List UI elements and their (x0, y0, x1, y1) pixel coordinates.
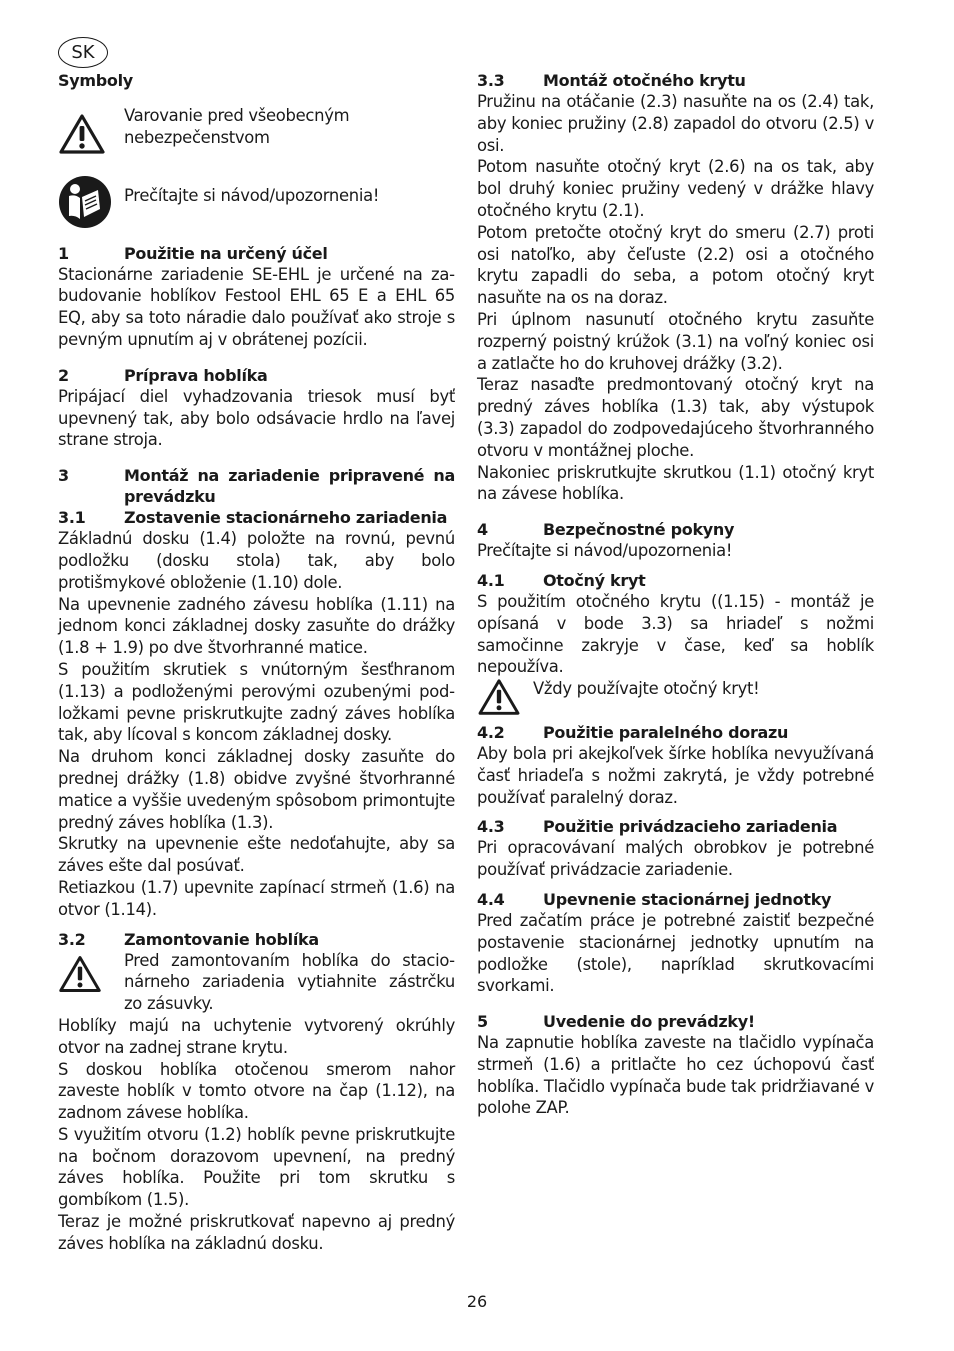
section-4-text: Prečítajte si návod/upozornenia! (477, 541, 733, 561)
section-3-3-paragraph: Pri úplnom nasunutí otočného krytu zasuňte rozperný poistný krúžok (3.1) na voľný koniec osi a zatlačte ho do kruhovej drážky (3.2). (477, 309, 874, 373)
section-3-heading (58, 465, 455, 507)
section-title: Použitie privádzacieho zariadenia (543, 817, 838, 837)
section-3-2-paragraph: S doskou hoblíka otočenou smerom nahor zaveste hoblík v tomto otvore na čap (1.12), na zadnom závese hoblíka. (58, 1059, 455, 1123)
language-code: SK (71, 42, 95, 63)
section-3-3-paragraph: Potom nasuňte otočný kryt (2.6) na os tak, aby bol druhý koniec pružiny vedený v drážke hlavy otočného krytu (2.1). (477, 157, 874, 220)
symbol-warning-text: Varovanie pred všeobecným nebezpečenstvom (124, 106, 350, 147)
symbol-read-text: Prečítajte si návod/upozornenia! (124, 185, 380, 205)
page-number: 26 (466, 1292, 488, 1311)
section-4-1-heading (477, 570, 874, 591)
section-number: 3.3 (477, 71, 505, 90)
section-title: Montáž otočného krytu (543, 71, 746, 90)
section-3-2-paragraph: Teraz je možné priskrutkovať napevno aj predný záves hoblíka na základnú dosku. (58, 1212, 455, 1253)
section-number: 1 (58, 243, 69, 263)
section-2-text: Pripájací diel vyhadzovania triesok musí byť upevnený tak, aby bolo odsávacie hrdlo na ľavej strane stroja. (58, 386, 455, 450)
section-3-1-heading (58, 507, 455, 528)
section-2-heading (58, 365, 455, 386)
section-3-2-paragraph: S využitím otvoru (1.2) hoblík pevne priskrutkujte na bočnom dorazovom upevnení, na predný záves hoblíka. Použite pri tom skrutku s gombíkom (1.5). (58, 1124, 455, 1210)
left-column (58, 70, 455, 1255)
section-3-1-paragraph: S použitím skrutiek s vnútorným šesťhranom (1.13) a podloženými perovými ozubenými podložkami pevne priskrutkujte zadný záves hoblíka tak, aby lícoval s koncom základnej dosky. (58, 659, 455, 745)
section-title: Otočný kryt (543, 570, 646, 590)
section-3-1-paragraph: Základnú dosku (1.4) položte na rovnú, pevnú podložku (dosku stola) tak, aby bolo protišmykové obloženie (1.10) dole. (58, 529, 455, 592)
section-4-3-heading (477, 816, 874, 837)
section-number: 4.2 (477, 722, 505, 742)
section-3-2-warning-text: Pred zamontovaním hoblíka do stacionárneho zariadenia vytiahnite zástrčku zo zásuvky. (124, 950, 455, 1014)
section-4-1-warning-text: Vždy používajte otočný kryt! (533, 679, 760, 699)
symbols-heading (58, 70, 455, 91)
section-4-1-warning (477, 678, 874, 722)
section-4-2-heading (477, 722, 874, 743)
warning-triangle-icon (58, 113, 124, 161)
read-manual-icon (58, 175, 124, 235)
section-number: 3 (58, 466, 69, 486)
section-title: Upevnenie stacionárnej jednotky (543, 889, 832, 909)
section-number: 4.4 (477, 889, 505, 909)
section-number: 4.1 (477, 570, 505, 590)
language-badge (58, 37, 108, 68)
symbols-title: Symboly (58, 71, 133, 90)
section-title: Príprava hoblíka (124, 365, 268, 385)
section-title: Použitie na určený účel (124, 243, 328, 263)
section-title: Použitie paralelného dorazu (543, 722, 789, 742)
section-title: Bezpečnostné pokyny (543, 520, 735, 540)
section-5-heading (477, 1011, 874, 1032)
warning-triangle-icon (477, 678, 533, 722)
section-3-3-paragraph: Nakoniec priskrutkujte skrutkou (1.1) otočný kryt na závese hoblíka. (477, 462, 874, 504)
right-column (477, 70, 874, 1119)
section-3-1-paragraph: Skrutky na upevnenie ešte nedoťahujte, aby sa záves ešte dal posúvať. (58, 834, 455, 876)
section-1-heading (58, 243, 455, 264)
section-5-text: Na zapnutie hoblíka zaveste na tlačidlo vypínača strmeň (1.6) a pritlačte ho cez úchopovú časť hoblíka. Tlačidlo vypínača bude tak pridržiavané v polohe ZAP. (477, 1033, 874, 1118)
section-number: 3.1 (58, 508, 86, 528)
section-title: Zostavenie stacionárneho zariadenia (124, 508, 448, 528)
section-3-3-paragraph: Potom pretočte otočný kryt do smeru (2.7) proti osi natoľko, aby čeľuste (2.2) osi a otočného krytu zapadli do seba, a potom otočný kryt nasuňte na os na doraz. (477, 222, 874, 308)
section-3-3-heading (477, 70, 874, 91)
section-title: Montáž na zariadenie pripravené na prevádzku (124, 466, 455, 507)
symbol-read-row (58, 175, 455, 235)
section-3-2-heading (58, 929, 455, 950)
section-4-heading (477, 519, 874, 540)
section-title: Zamontovanie hoblíka (124, 929, 319, 949)
section-3-2-warning (58, 950, 455, 1015)
section-number: 4.3 (477, 817, 505, 837)
section-number: 2 (58, 365, 69, 385)
section-4-3-text: Pri opracovávaní malých obrobkov je potrebné používať privádzacie zariadenie. (477, 838, 874, 880)
section-4-4-text: Pred začatím práce je potrebné zaistiť bezpečné postavenie stacionárnej jednotky upnutím na podložke (stole), napríklad skrutkovacími svorkami. (477, 910, 874, 996)
section-number: 4 (477, 520, 488, 540)
section-3-3-paragraph: Pružinu na otáčanie (2.3) nasuňte na os (2.4) tak, aby koniec pružiny (2.8) zapadol do otvoru (2.5) v osi. (477, 92, 874, 155)
symbol-warning-row (58, 106, 455, 161)
section-1-text: Stacionárne zariadenie SE-EHL je určené na zabudovanie hoblíkov Festool EHL 65 E a EHL 65 EQ, aby sa toto náradie dalo používať ako stroje s pevným upnutím aj v obrátenej pozícii. (58, 264, 455, 349)
section-4-4-heading (477, 889, 874, 910)
section-4-2-text: Aby bola pri akejkoľvek šírke hoblíka nevyužívaná časť hriadeľa s nožmi zakrytá, je vždy potrebné používať paralelný doraz. (477, 743, 874, 807)
section-3-1-paragraph: Na upevnenie zadného závesu hoblíka (1.11) na jednom konci základnej dosky zasuňte do drážky (1.8 + 1.9) po dve štvorhranné matice. (58, 594, 455, 658)
section-number: 3.2 (58, 929, 86, 949)
section-3-3-paragraph: Teraz nasaďte predmontovaný otočný kryt na predný záves hoblíka (1.3) tak, aby výstupok (3.3) zapadol do zodpovedajúceho štvorhranného otvoru v montážnej ploche. (477, 375, 874, 460)
section-title: Uvedenie do prevádzky! (543, 1012, 755, 1032)
section-3-1-paragraph: Retiazkou (1.7) upevnite zapínací strmeň (1.6) na otvor (1.14). (58, 877, 455, 919)
section-3-1-paragraph: Na druhom konci základnej dosky zasuňte do prednej drážky (1.8) obidve zvyšné štvorhranné matice a vyššie uvedeným spôsobom primontujte predný záves hoblíka (1.3). (58, 747, 455, 832)
warning-triangle-icon (58, 950, 124, 1000)
section-4-1-text: S použitím otočného krytu ((1.15) - montáž je opísaná v bode 3.3) sa hriadeľ s nožmi samočinne zakryje v čase, keď sa hoblík nepoužíva. (477, 591, 874, 677)
section-3-2-paragraph: Hoblíky majú na uchytenie vytvorený okrúhly otvor na zadnej strane krytu. (58, 1015, 455, 1057)
section-number: 5 (477, 1012, 488, 1032)
